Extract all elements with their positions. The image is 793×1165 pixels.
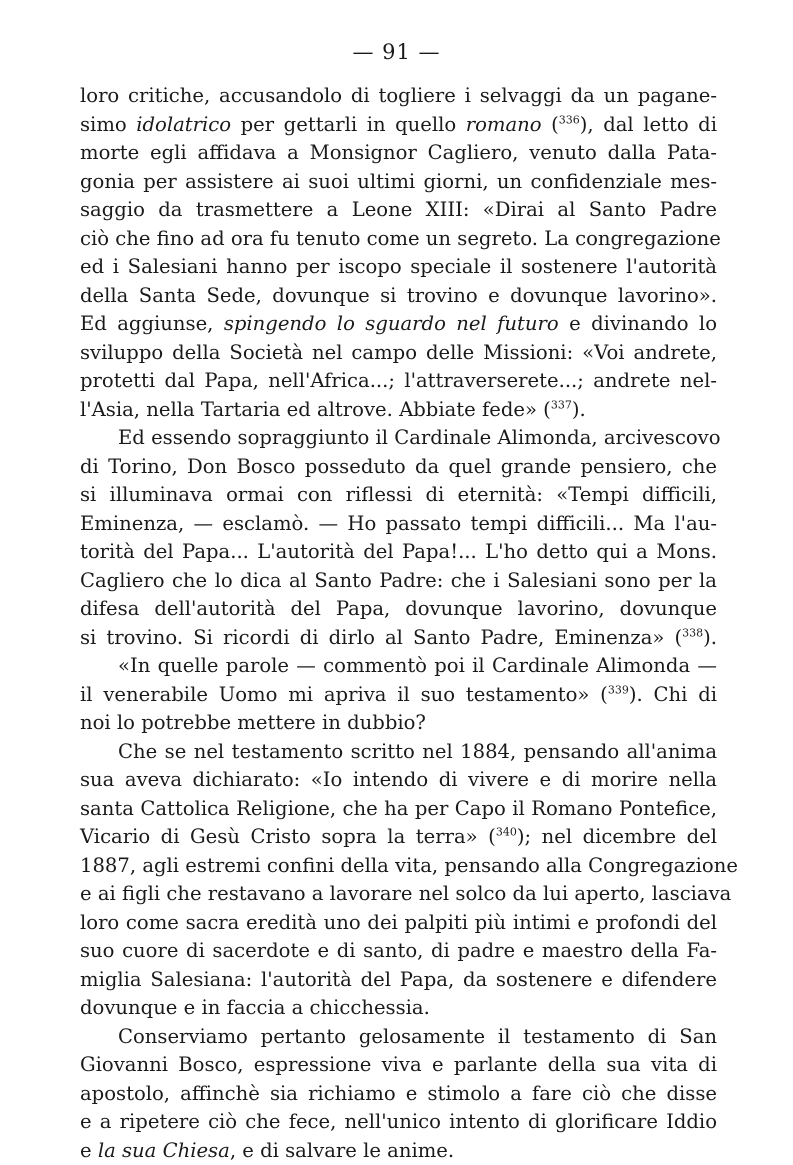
text-line — [80, 196, 717, 225]
text-span: per gettarli in quello — [231, 113, 466, 136]
page-number: — 91 — — [0, 40, 793, 64]
text-span: l'Asia, nella Tartaria ed altrove. Abbiate fede» ( — [80, 398, 551, 421]
text-span: e divinando lo — [559, 312, 717, 335]
text-span: Vicario di Gesù Cristo sopra la terra» ( — [80, 825, 496, 848]
text-line — [80, 852, 717, 881]
text-span: Eminenza, — esclamò. — Ho passato tempi difficili... Ma l'au- — [80, 512, 717, 535]
text-line — [80, 966, 717, 995]
text-span: gonia per assistere ai suoi ultimi giorni, un confidenziale mes- — [80, 170, 717, 193]
text-span: torità del Papa... L'autorità del Papa!... L'ho detto qui a Mons. — [80, 540, 717, 563]
text-line — [80, 823, 717, 852]
body-text — [80, 82, 717, 1165]
footnote-ref: 337 — [551, 398, 572, 411]
text-span: loro critiche, accusandolo di togliere i selvaggi da un pagane- — [80, 84, 717, 107]
text-line — [80, 82, 717, 111]
text-line — [80, 681, 717, 710]
text-line — [80, 709, 717, 738]
text-line — [80, 282, 717, 311]
text-line — [80, 738, 717, 767]
text-line — [80, 510, 717, 539]
text-line — [80, 111, 717, 140]
text-span: santa Cattolica Religione, che ha per Capo il Romano Pontefice, — [80, 797, 717, 820]
text-span: ). Chi di — [629, 683, 717, 706]
text-span: saggio da trasmettere a Leone XIII: «Dirai al Santo Padre — [80, 198, 717, 221]
text-line — [80, 595, 717, 624]
text-line — [80, 624, 717, 653]
text-span: ( — [542, 113, 559, 136]
text-span: ), dal letto di — [580, 113, 717, 136]
text-span: ciò che fino ad ora fu tenuto come un segreto. La congregazione — [80, 227, 721, 250]
italic-text: spingendo lo sguardo nel futuro — [224, 312, 559, 335]
footnote-ref: 336 — [559, 113, 580, 126]
text-span: ). — [703, 626, 717, 649]
italic-text: idolatrico — [136, 113, 231, 136]
text-span: ); nel dicembre del — [517, 825, 717, 848]
text-line — [80, 168, 717, 197]
text-line — [80, 1023, 717, 1052]
text-span: 1887, agli estremi confini della vita, pensando alla Congregazione — [80, 854, 738, 877]
text-line — [80, 1080, 717, 1109]
text-span: apostolo, affinchè sia richiamo e stimolo a fare ciò che disse — [80, 1082, 717, 1105]
text-span: Che se nel testamento scritto nel 1884, pensando all'anima — [118, 740, 717, 763]
text-span: loro come sacra eredità uno dei palpiti più intimi e profondi del — [80, 911, 717, 934]
text-line — [80, 1137, 717, 1165]
text-span: ed i Salesiani hanno per iscopo speciale il sostenere l'autorità — [80, 255, 717, 278]
text-line — [80, 937, 717, 966]
text-span: protetti dal Papa, nell'Africa...; l'attraverserete...; andrete nel- — [80, 369, 717, 392]
text-line — [80, 1051, 717, 1080]
text-span: , e di salvare le anime. — [230, 1139, 454, 1162]
footnote-ref: 340 — [496, 825, 517, 838]
text-line — [80, 1108, 717, 1137]
text-span: e a ripetere ciò che fece, nell'unico intento di glorificare Iddio — [80, 1110, 717, 1133]
text-span: Ed aggiunse, — [80, 312, 224, 335]
text-line — [80, 880, 717, 909]
text-span: «In quelle parole — commentò poi il Cardinale Alimonda — — [118, 654, 717, 677]
text-line — [80, 481, 717, 510]
italic-text: la sua Chiesa — [98, 1139, 230, 1162]
text-span: sua aveva dichiarato: «Io intendo di vivere e di morire nella — [80, 768, 717, 791]
text-line — [80, 538, 717, 567]
text-span: Giovanni Bosco, espressione viva e parlante della sua vita di — [80, 1053, 717, 1076]
text-span: Cagliero che lo dica al Santo Padre: che i Salesiani sono per la — [80, 569, 717, 592]
footnote-ref: 338 — [682, 626, 703, 639]
text-line — [80, 652, 717, 681]
text-line — [80, 766, 717, 795]
text-span: si trovino. Si ricordi di dirlo al Santo Padre, Eminenza» ( — [80, 626, 682, 649]
text-span: ). — [572, 398, 586, 421]
text-span: Conserviamo pertanto gelosamente il testamento di San — [118, 1025, 717, 1048]
text-span: di Torino, Don Bosco posseduto da quel grande pensiero, che — [80, 455, 717, 478]
text-line — [80, 339, 717, 368]
text-line — [80, 453, 717, 482]
text-span: simo — [80, 113, 136, 136]
text-line — [80, 424, 717, 453]
text-span: e ai figli che restavano a lavorare nel solco da lui aperto, lasciava — [80, 882, 731, 905]
text-span: suo cuore di sacerdote e di santo, di padre e maestro della Fa- — [80, 939, 717, 962]
text-span: si illuminava ormai con riflessi di eternità: «Tempi difficili, — [80, 483, 717, 506]
text-line — [80, 396, 717, 425]
text-span: sviluppo della Società nel campo delle Missioni: «Voi andrete, — [80, 341, 717, 364]
text-span: morte egli affidava a Monsignor Cagliero, venuto dalla Pata- — [80, 141, 717, 164]
text-line — [80, 909, 717, 938]
italic-text: romano — [466, 113, 542, 136]
text-line — [80, 367, 717, 396]
text-span: dovunque e in faccia a chicchessia. — [80, 996, 430, 1019]
text-span: Ed essendo sopraggiunto il Cardinale Alimonda, arcivescovo — [118, 426, 721, 449]
text-line — [80, 795, 717, 824]
text-line — [80, 253, 717, 282]
footnote-ref: 339 — [608, 683, 629, 696]
text-span: della Santa Sede, dovunque si trovino e dovunque lavorino». — [80, 284, 717, 307]
text-line — [80, 139, 717, 168]
text-span: difesa dell'autorità del Papa, dovunque lavorino, dovunque — [80, 597, 717, 620]
text-line — [80, 567, 717, 596]
text-span: noi lo potrebbe mettere in dubbio? — [80, 711, 426, 734]
text-line — [80, 994, 717, 1023]
text-span: miglia Salesiana: l'autorità del Papa, da sostenere e difendere — [80, 968, 717, 991]
text-line — [80, 225, 717, 254]
text-span: il venerabile Uomo mi apriva il suo testamento» ( — [80, 683, 608, 706]
text-line — [80, 310, 717, 339]
text-span: e — [80, 1139, 98, 1162]
